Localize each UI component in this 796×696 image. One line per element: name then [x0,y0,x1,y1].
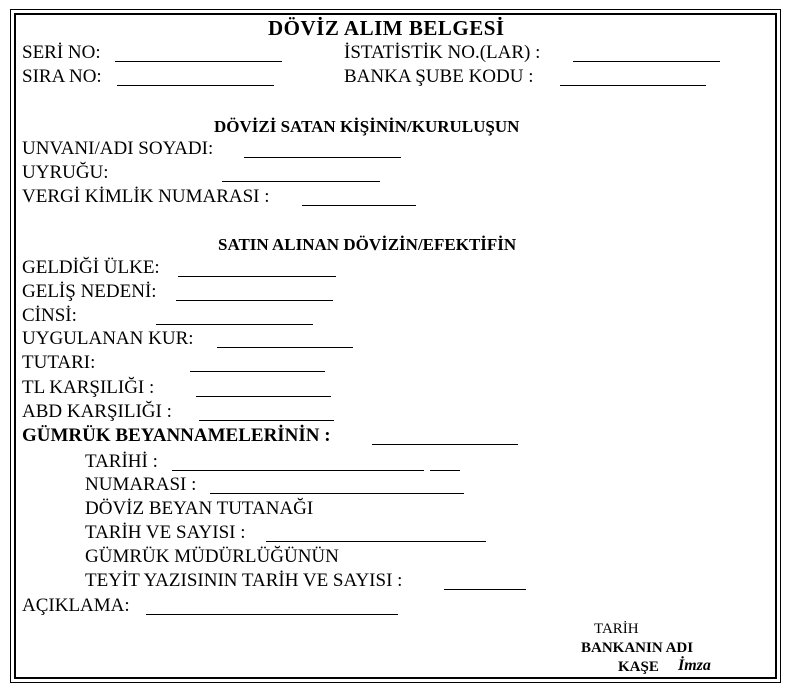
gumruk-beyannameleri-field[interactable] [372,444,518,445]
teyit-yazisi-field[interactable] [444,589,526,590]
document-title: DÖVİZ ALIM BELGESİ [268,16,505,40]
abd-karsiligi-label: ABD KARŞILIĞI : [22,401,172,422]
istatistik-no-field[interactable] [573,61,720,62]
unvani-label: UNVANI/ADI SOYADI: [22,138,214,159]
tarihi-label: TARİHİ : [85,451,158,472]
uyrugu-field[interactable] [222,181,380,182]
teyit-yazisi-label: TEYİT YAZISININ TARİH VE SAYISI : [85,570,403,591]
aciklama-label: AÇIKLAMA: [22,595,130,616]
seri-no-field[interactable] [115,61,282,62]
footer-kase: KAŞE [618,659,659,675]
seri-no-label: SERİ NO: [22,42,101,63]
vergi-kimlik-field[interactable] [302,205,416,206]
footer-tarih: TARİH [594,621,639,637]
abd-karsiligi-field[interactable] [199,420,334,421]
doviz-beyan-label: DÖVİZ BEYAN TUTANAĞI [85,498,314,519]
seller-section-heading: DÖVİZİ SATAN KİŞİNİN/KURULUŞUN [214,117,520,136]
gumruk-mudurlugu-label: GÜMRÜK MÜDÜRLÜĞÜNÜN [85,546,339,567]
tarih-ve-sayisi-field[interactable] [266,541,486,542]
banka-sube-kodu-label: BANKA ŞUBE KODU : [344,66,534,87]
tarih-ve-sayisi-label: TARİH VE SAYISI : [85,522,246,543]
banka-sube-kodu-field[interactable] [560,85,706,86]
footer-bankanin-adi: BANKANIN ADI [581,640,694,656]
tutari-label: TUTARI: [22,352,96,373]
tutari-field[interactable] [190,371,325,372]
numarasi-label: NUMARASI : [85,474,197,495]
gelis-nedeni-label: GELİŞ NEDENİ: [22,281,157,302]
cinsi-label: CİNSİ: [22,305,77,326]
sira-no-label: SIRA NO: [22,66,102,87]
currency-section-heading: SATIN ALINAN DÖVİZİN/EFEKTİFİN [218,235,517,254]
numarasi-field[interactable] [210,493,464,494]
footer-imza: İmza [678,657,711,674]
istatistik-no-label: İSTATİSTİK NO.(LAR) : [344,42,541,63]
tarihi-field[interactable] [172,470,424,471]
customs-section-heading: GÜMRÜK BEYANNAMELERİNİN : [22,425,331,446]
tl-karsiligi-field[interactable] [196,396,331,397]
gelis-nedeni-field[interactable] [176,300,333,301]
uyrugu-label: UYRUĞU: [22,162,109,183]
vergi-kimlik-label: VERGİ KİMLİK NUMARASI : [22,186,270,207]
tarihi-field-extra[interactable] [430,470,460,471]
uygulanan-kur-field[interactable] [217,347,353,348]
geldigi-ulke-field[interactable] [178,276,336,277]
uygulanan-kur-label: UYGULANAN KUR: [22,328,194,349]
sira-no-field[interactable] [117,85,274,86]
tl-karsiligi-label: TL KARŞILIĞI : [22,377,155,398]
geldigi-ulke-label: GELDİĞİ ÜLKE: [22,257,160,278]
unvani-field[interactable] [244,157,401,158]
aciklama-field[interactable] [146,614,398,615]
cinsi-field[interactable] [156,324,313,325]
